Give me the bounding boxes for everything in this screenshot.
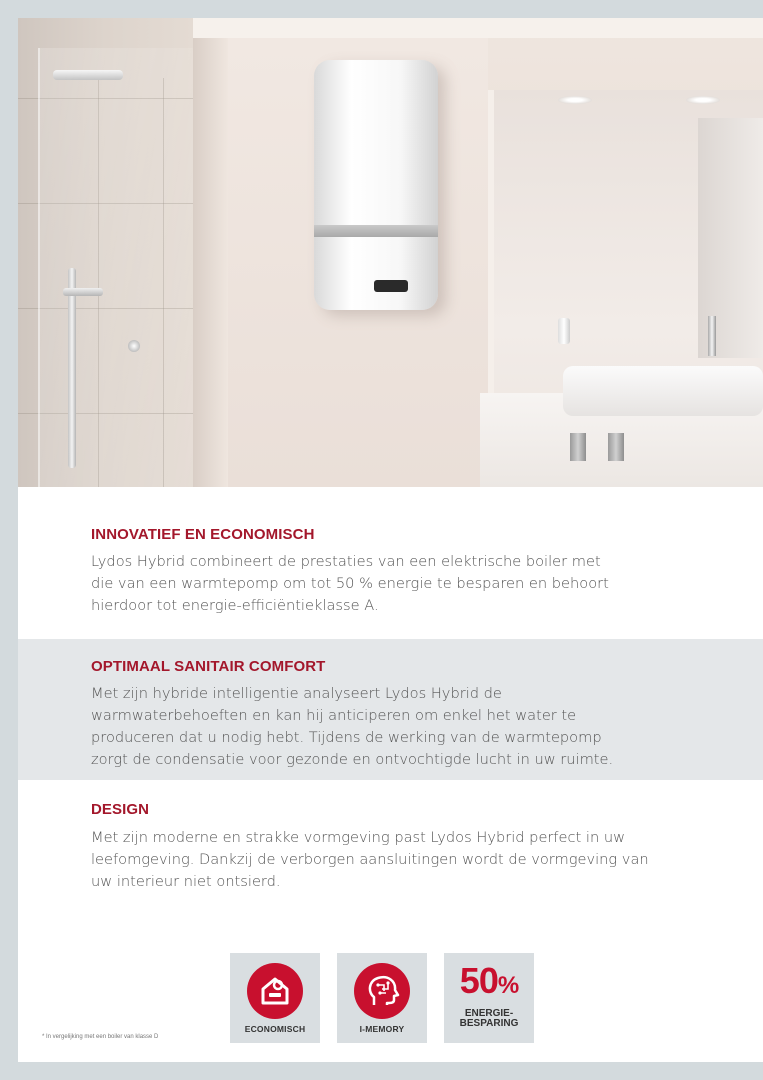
piggy-bank-tag-icon: [247, 963, 303, 1019]
badge-imemory: [337, 953, 427, 1043]
footnote: * In vergelijking met een boiler van klasse D: [42, 1034, 159, 1040]
badge-label: I-MEMORY: [359, 1024, 405, 1034]
section-design: [18, 780, 763, 920]
faucet: [708, 316, 716, 356]
brain-head-icon: [354, 963, 410, 1019]
ceiling-spotlight: [558, 96, 592, 104]
boiler-band: [314, 225, 438, 237]
body-line: produceren dat u nodig hebt. Tijdens de werking van de warmtepomp: [91, 729, 602, 746]
section-body: [91, 827, 691, 893]
section-title: INNOVATIEF EN ECONOMISCH: [91, 526, 315, 543]
savings-caption: [444, 1009, 534, 1029]
savings-caption-line: ENERGIE-: [464, 1008, 514, 1019]
badge-economisch: [230, 953, 320, 1043]
section-innovatief: [18, 487, 763, 639]
savings-caption-line: BESPARING: [459, 1018, 519, 1029]
section-body: [91, 683, 691, 771]
hero-bathroom-image: [18, 18, 763, 487]
body-line: hierdoor tot energie-efficiëntieklasse A.: [91, 597, 379, 614]
savings-unit: %: [497, 972, 519, 999]
savings-value: [444, 962, 534, 1005]
section-title: OPTIMAAL SANITAIR COMFORT: [91, 658, 326, 675]
section-body: [91, 551, 691, 617]
boiler-display: [374, 280, 408, 292]
cabinet-handle: [570, 433, 586, 461]
body-line: uw interieur niet ontsierd.: [91, 873, 281, 890]
badge-label: ECONOMISCH: [244, 1024, 306, 1034]
ceiling-spotlight: [686, 96, 720, 104]
body-line: warmwaterbehoeften en kan hij anticiperen om enkel het water te: [91, 707, 577, 724]
section-comfort: [18, 639, 763, 780]
body-line: die van een warmtepomp om tot 50 % energie te besparen en behoort: [91, 575, 609, 592]
wall-pillar: [193, 38, 228, 487]
shower-glass-panel: [38, 48, 198, 487]
body-line: Lydos Hybrid combineert de prestaties van een elektrische boiler met: [91, 553, 601, 570]
brochure-page: [18, 18, 763, 1062]
badge-energy-savings: [444, 953, 534, 1043]
soap-dispenser: [558, 318, 570, 344]
body-line: leefomgeving. Dankzij de verborgen aansluitingen wordt de vormgeving van: [91, 851, 649, 868]
body-line: Met zijn hybride intelligentie analyseert Lydos Hybrid de: [91, 685, 502, 702]
lydos-hybrid-boiler: [314, 60, 438, 310]
savings-number: 50: [459, 960, 498, 1001]
body-line: Met zijn moderne en strakke vormgeving past Lydos Hybrid perfect in uw: [91, 829, 626, 846]
body-line: zorgt de condensatie voor gezonde en ontvochtigde lucht in uw ruimte.: [91, 751, 614, 768]
washbasin: [563, 366, 763, 416]
cabinet-handle: [608, 433, 624, 461]
section-title: DESIGN: [91, 801, 150, 818]
